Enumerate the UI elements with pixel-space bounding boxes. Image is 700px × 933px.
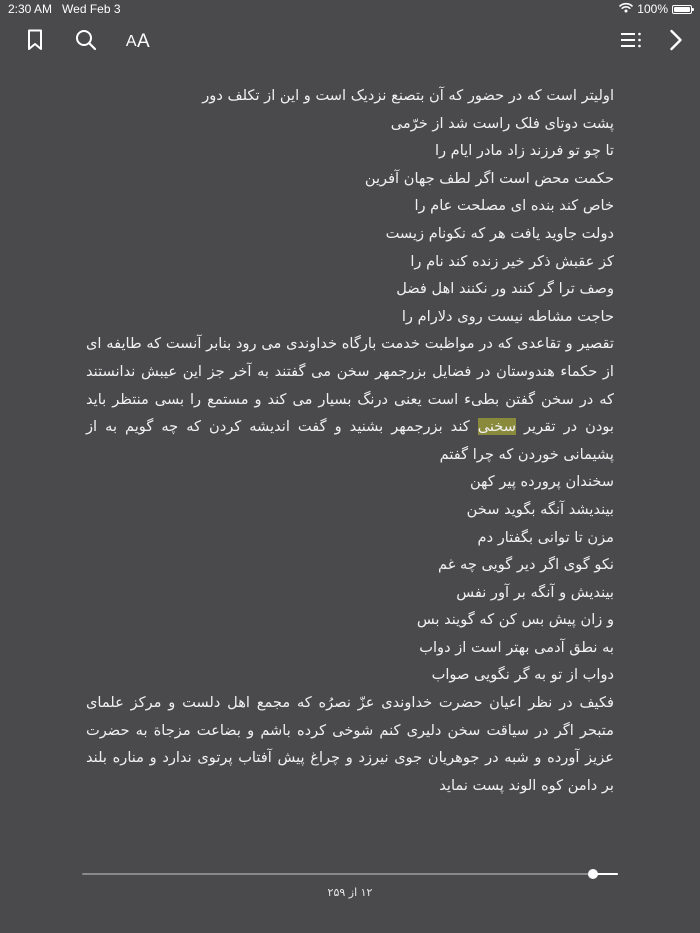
table-of-contents-button[interactable] — [618, 24, 644, 60]
progress-track — [82, 873, 618, 875]
battery-level — [674, 7, 690, 12]
verse-line: وصف ترا گر کنند ور نکنند اهل فضل — [396, 280, 614, 298]
verse-line: به نطق آدمی بهتر است از دواب — [419, 638, 614, 656]
verse-line: حاجت مشاطه نیست روی دلارام را — [401, 307, 614, 325]
prose-text: کند بزرجمهر بشنید و گفت اندیشه کردن که چه گویم به از پشیمانی خوردن که چرا گفتم — [86, 418, 614, 463]
verse-line: خاص کند بنده ای مصلحت عام را — [414, 197, 614, 215]
font-size-button[interactable] — [122, 24, 154, 60]
battery-icon — [672, 5, 692, 14]
chevron-right-icon — [669, 29, 683, 55]
verse-line: مزن تا توانی بگفتار دم — [477, 528, 614, 546]
verse-line: کز عقبش ذکر خیر زنده کند نام را — [410, 252, 614, 270]
verse-line: اولیتر است که در حضور که آن بتصنع نزدیک است و این از تکلف دور — [202, 87, 614, 104]
next-page-button[interactable] — [664, 24, 688, 60]
verse-line: بیندیشد آنگه بگوید سخن — [466, 500, 614, 518]
verse-line: دواب از تو به گر نگویی صواب — [431, 666, 614, 684]
verse-line: حکمت محض است اگر لطف جهان آفرین — [364, 169, 614, 187]
search-icon — [75, 29, 97, 55]
font-size-large-label: A — [136, 31, 151, 52]
bookmark-icon — [27, 29, 43, 55]
battery-percent: 100% — [637, 2, 668, 16]
verse-line: بیندیش و آنگه بر آور نفس — [456, 583, 614, 601]
verse-line: دولت جاوید یافت هر که نکونام زیست — [385, 224, 614, 242]
status-time: 2:30 AM — [8, 2, 53, 16]
verse-line: نکو گوی اگر دیر گویی چه غم — [438, 556, 614, 574]
verse-line: سخندان پرورده پیر کهن — [469, 473, 614, 491]
status-bar — [0, 0, 700, 18]
prose-paragraph — [86, 330, 614, 468]
search-button[interactable] — [72, 24, 100, 60]
prose-text: تقصیر و تقاعدی که در مواظبت خدمت بارگاه خداوندی می رود بنابر آنست که طایفه ای از حکماء هندوستان در فضایل بزرجمهر سخن می گفتند به آخر جز این عیبش ندانستند که در سخن گفتن بطیء است یعنی درنگ بسیار می کند و مستمع را بسی منتظر باید بودن در تقریر — [86, 335, 614, 436]
book-page-content — [86, 82, 614, 799]
reader-toolbar — [0, 24, 700, 60]
wifi-icon — [619, 2, 633, 16]
verse-line: پشت دوتای فلک راست شد از خرّمی — [390, 114, 614, 132]
verse-block — [86, 468, 614, 689]
highlighted-word[interactable]: سخنی — [477, 418, 516, 436]
page-indicator: ۱۲ از ۲۵۹ — [327, 886, 373, 899]
verse-block — [86, 82, 614, 330]
table-of-contents-icon — [620, 31, 642, 53]
status-date: Wed Feb 3 — [62, 2, 121, 16]
verse-line: و زان پیش بس کن که گویند بس — [416, 611, 614, 629]
prose-paragraph: فکیف در نظر اعیان حضرت خداوندی عزّ نصرُه که مجمع اهل دلست و مرکز علمای متبحر اگر در سیاقت سخن دلیری کنم شوخی کرده باشم و بضاعت مزجاة به حضرت عزیز آورده و شبه در جوهریان جوی نیرزد و چراغ پیش آفتاب پرتوی ندارد و مناره بلند بر دامن کوه الوند پست نماید — [86, 694, 614, 794]
verse-line: تا چو تو فرزند زاد مادر ایام را — [434, 142, 614, 160]
bookmark-button[interactable] — [22, 24, 48, 60]
font-size-small-label: A — [125, 33, 137, 50]
page-progress-slider[interactable] — [82, 862, 618, 886]
progress-thumb[interactable] — [588, 869, 598, 879]
